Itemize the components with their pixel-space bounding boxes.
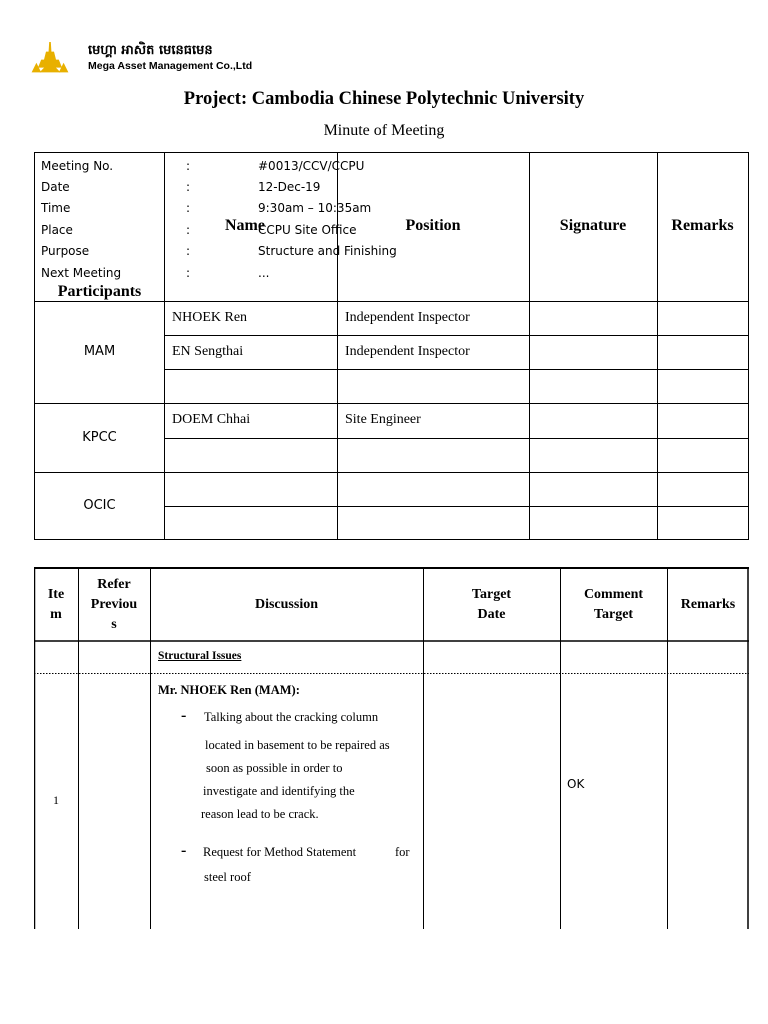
bullet2-line: Request for Method Statement (203, 845, 357, 859)
meeting-no-value: #0013/CCV/CCPU (258, 159, 365, 173)
date-value: 12-Dec-19 (258, 180, 321, 194)
document-title: Project: Cambodia Chinese Polytechnic University (183, 89, 585, 109)
participant-position: Independent Inspector (345, 344, 470, 359)
time-value: 9:30am – 10:35am (258, 201, 372, 215)
item-header-line1: Ite (47, 587, 65, 602)
bullet1-line: Talking about the cracking column (204, 710, 379, 724)
group-ocic: OCIC (83, 498, 116, 513)
remarks-header: Remarks (680, 597, 736, 612)
target-date-header (423, 585, 560, 625)
next-meeting-label: Next Meeting (41, 266, 122, 280)
refer-header-line1: Refer (97, 577, 131, 592)
place-value: CCPU Site Office (258, 223, 357, 237)
bullet2-line: steel roof (204, 870, 251, 884)
target-header-line1: Target (471, 587, 512, 602)
target-header-line2: Date (477, 607, 506, 622)
document-subtitle: Minute of Meeting (323, 122, 445, 139)
company-name: Mega Asset Management Co.,Ltd (88, 60, 253, 72)
speaker-name: Mr. NHOEK Ren (MAM): (158, 683, 300, 697)
group-kpcc: KPCC (82, 430, 117, 445)
bullet1-line: investigate and identifying the (203, 784, 355, 798)
item-header-line2: m (50, 607, 62, 622)
purpose-label: Purpose (41, 244, 90, 258)
participant-name: DOEM Chhai (172, 412, 251, 427)
participant-name: NHOEK Ren (172, 310, 248, 325)
remarks-header: Remarks (671, 217, 734, 234)
section-title: Structural Issues (158, 650, 242, 662)
info-colon: : (186, 244, 191, 258)
comment-header-line1: Comment (583, 587, 644, 602)
bullet1-line: soon as possible in order to (206, 761, 343, 775)
discussion-table (34, 567, 749, 929)
refer-header-line3: s (111, 617, 117, 632)
comment-value: OK (567, 777, 585, 791)
signature-header: Signature (559, 217, 627, 234)
group-mam: MAM (83, 344, 116, 359)
participant-position: Independent Inspector (345, 310, 470, 325)
name-header: Name (225, 217, 265, 234)
item-number: 1 (53, 793, 59, 807)
time-label: Time (41, 201, 71, 215)
refer-header-line2: Previou (90, 597, 138, 612)
participant-name: EN Sengthai (172, 344, 244, 359)
participant-position: Site Engineer (345, 412, 421, 427)
info-colon: : (186, 201, 191, 215)
meeting-no-label: Meeting No. (41, 159, 114, 173)
discussion-header: Discussion (254, 597, 319, 612)
company-name-khmer: មេហ្គា អាសិត មេនេធមេន (88, 43, 213, 58)
refer-header (78, 575, 150, 635)
bullet-dash: - (181, 707, 187, 724)
position-header: Position (405, 217, 461, 234)
info-colon: : (186, 266, 191, 280)
comment-header-line2: Target (593, 607, 634, 622)
company-logo-icon (30, 36, 78, 80)
next-meeting-value: ... (258, 266, 270, 280)
comment-target-header (560, 585, 667, 625)
purpose-value: Structure and Finishing (258, 244, 397, 258)
bullet1-line: reason lead to be crack. (201, 807, 319, 821)
info-colon: : (186, 159, 191, 173)
place-label: Place (41, 223, 73, 237)
info-colon: : (186, 180, 191, 194)
bullet1-line: located in basement to be repaired as (205, 738, 390, 752)
participants-header: Participants (57, 283, 142, 300)
item-header (34, 585, 78, 625)
bullet2-line: for (395, 845, 410, 859)
date-label: Date (41, 180, 70, 194)
participants-table (34, 152, 749, 540)
info-colon: : (186, 223, 191, 237)
bullet-dash: - (181, 842, 187, 859)
